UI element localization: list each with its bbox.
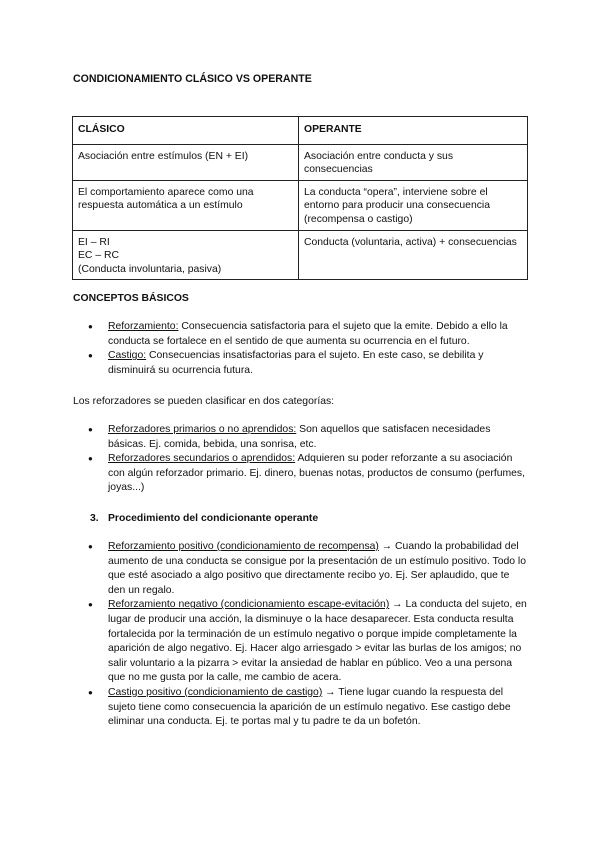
list-item-text: Consecuencia satisfactoria para el sujeto que la emite. Debido a ello la conducta se fortalece en el sentido de que aumenta su ocurrencia en el futuro. <box>108 321 508 347</box>
list-item-term: Castigo positivo (condicionamiento de castigo) <box>108 686 323 698</box>
list-item-term: Reforzadores secundarios o aprendidos: <box>108 453 296 465</box>
header-operante: OPERANTE <box>299 117 528 145</box>
cell-line: Asociación entre estímulos (EN + EI) <box>78 151 249 162</box>
list-item-text: → Cuando la probabilidad del aumento de una conducta se consigue por la presentación de un estímulo positivo. Todo lo que esté asociado a algo positivo que directamente recibo yo. Ej. Ser aplaudido, que te den un regalo. <box>108 541 527 596</box>
list-item-text: Adquieren su poder reforzante a su asociación con algún reforzador primario. Ej. dinero, buenas notas, productos de consumo (perfumes, joyas...) <box>108 453 526 494</box>
table-cell-clasico <box>73 231 299 280</box>
list-item-term: Reforzamiento positivo (condicionamiento de recompensa) <box>108 541 379 552</box>
list-item <box>72 540 527 598</box>
list-item-text: Son aquellos que satisfacen necesidades básicas. Ej. comida, bebida, una sonrisa, etc. <box>108 424 491 450</box>
document-title: CONDICIONAMIENTO CLÁSICO VS OPERANTE <box>73 73 312 85</box>
reforzadores-list <box>72 423 527 496</box>
conceptos-list <box>72 320 527 378</box>
list-item <box>72 598 527 686</box>
table-row <box>73 145 528 181</box>
table-row <box>73 231 528 280</box>
cell-line: La conducta “opera”, interviene sobre el entorno para producir una consecuencia (recompensa o castigo) <box>304 187 491 225</box>
list-item <box>72 423 527 452</box>
comparison-table <box>72 116 528 280</box>
header-clasico: CLÁSICO <box>73 117 299 145</box>
list-item <box>72 686 527 730</box>
list-item <box>72 452 527 496</box>
list-item-term: Reforzamiento: <box>108 321 179 332</box>
table-cell-operante <box>299 181 528 231</box>
table-cell-operante <box>299 231 528 280</box>
cell-line: EC – RC <box>78 250 119 262</box>
section-heading-procedimiento <box>90 512 318 527</box>
cell-line: EI – RI <box>78 237 110 248</box>
list-item-term: Castigo: <box>108 350 147 362</box>
list-item <box>72 320 527 349</box>
list-item-text: → La conducta del sujeto, en lugar de producir una acción, la disminuye o la hace desaparecer. Esta conducta resulta fortalecida por la terminación de un estímulo negativo o porque impide completamente la aparición de algo negativo. Ej. Hacer algo arriesgado > evitar las burlas de los amigos; no salir voluntario a la pizarra > evitar la ansiedad de hablar en público. Veo a una persona que no me gusta por la calle, me cambio de acera. <box>108 599 527 684</box>
table-header-row <box>73 117 528 145</box>
cell-line: Asociación entre conducta y sus consecuencias <box>304 151 454 176</box>
list-item-term: Reforzamiento negativo (condicionamiento escape-evitación) <box>108 599 390 611</box>
cell-line: Conducta (voluntaria, activa) + consecuencias <box>304 237 517 248</box>
cell-line: El comportamiento aparece como una respuesta automática a un estímulo <box>78 187 254 212</box>
list-item-text: → Tiene lugar cuando la respuesta del sujeto tiene como consecuencia la aparición de un estímulo negativo. Ese castigo debe eliminar una conducta. Ej. te portas mal y tu padre te da un bofetón. <box>108 686 511 728</box>
list-item-text: Consecuencias insatisfactorias para el sujeto. En este caso, se debilita y disminuirá su ocurrencia futura. <box>108 350 484 376</box>
table-cell-operante <box>299 145 528 181</box>
section-heading-text: Procedimiento del condicionante operante <box>108 513 319 524</box>
reforzadores-intro: Los reforzadores se pueden clasificar en dos categorías: <box>73 396 335 407</box>
table-cell-clasico <box>73 181 299 231</box>
list-item-term: Reforzadores primarios o no aprendidos: <box>108 424 297 435</box>
cell-line: (Conducta involuntaria, pasiva) <box>78 263 222 275</box>
section-number: 3. <box>90 513 99 524</box>
procedimiento-list <box>72 540 527 730</box>
section-heading-conceptos: CONCEPTOS BÁSICOS <box>73 293 189 304</box>
table-cell-clasico <box>73 145 299 181</box>
list-item <box>72 349 527 378</box>
table-row <box>73 181 528 231</box>
